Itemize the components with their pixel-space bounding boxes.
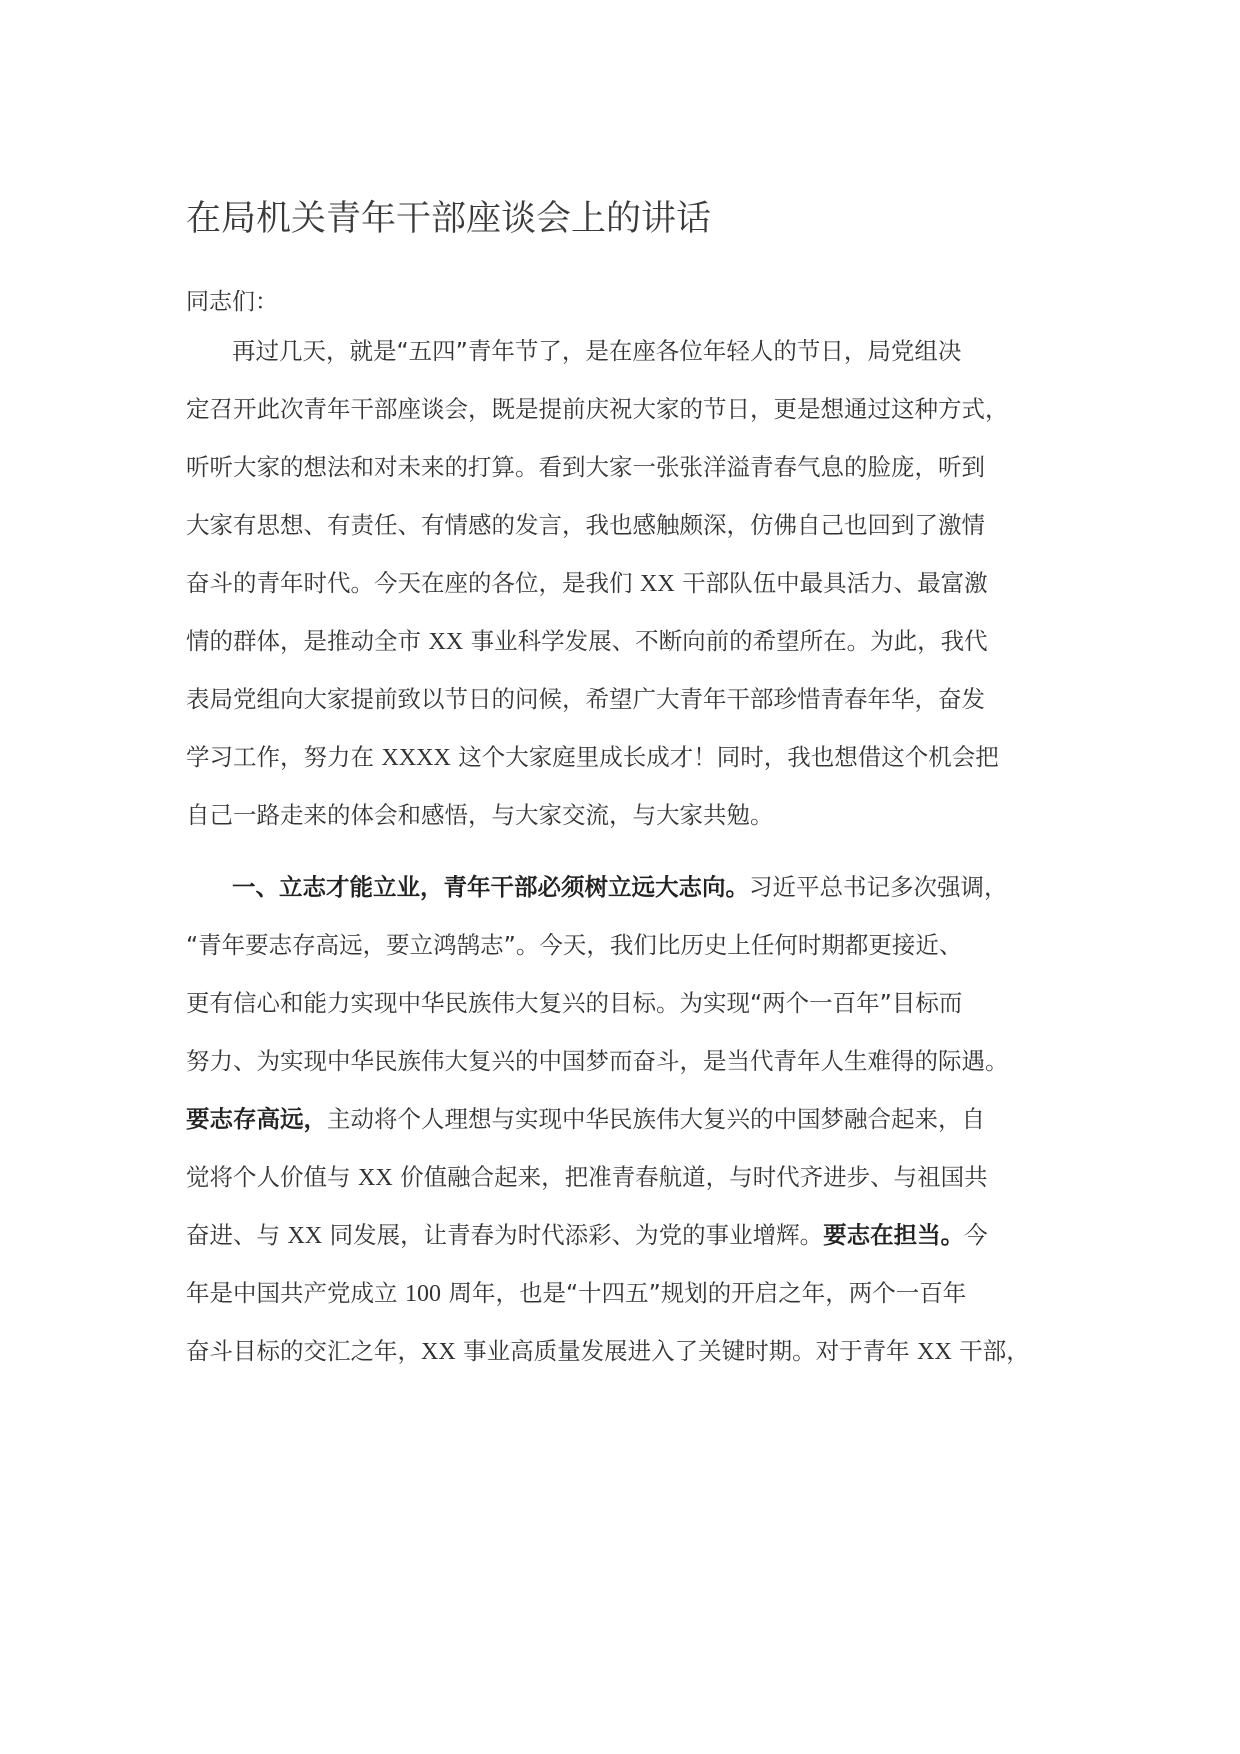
text-line: 大家有思想、有责任、有情感的发言，我也感触颇深，仿佛自己也回到了激情 <box>186 511 985 539</box>
text-segment: 学习工作，努力在 <box>186 743 382 771</box>
text-segment: 奋进、与 <box>186 1221 288 1249</box>
text-line: 努力、为实现中华民族伟大复兴的中国梦而奋斗，是当代青年人生难得的际遇。 <box>186 1047 1009 1075</box>
text-line <box>186 1218 988 1252</box>
text-line: 更有信心和能力实现中华民族伟大复兴的目标。为实现“两个一百年”目标而 <box>186 989 963 1017</box>
text-segment: 这个大家庭里成长成才！同时，我也想借这个机会把 <box>450 743 999 771</box>
section-heading: 一、立志才能立业，青年干部必须树立远大志向。 <box>232 873 749 901</box>
text-segment: 100 <box>404 1281 441 1307</box>
text-segment: 周年，也是“十四五”规划的开启之年，两个一百年 <box>440 1279 967 1307</box>
text-segment: 事业高质量发展进入了关键时期。对于青年 <box>455 1337 918 1365</box>
text-line <box>186 1160 988 1194</box>
text-segment: XXXX <box>381 745 451 771</box>
text-segment: 年是中国共产党成立 <box>186 1279 405 1307</box>
text-segment: XX <box>287 1223 323 1249</box>
text-segment: 价值融合起来，把准青春航道，与时代齐进步、与祖国共 <box>392 1163 988 1191</box>
text-segment: 情的群体，是推动全市 <box>186 627 429 655</box>
text-segment: 干部， <box>951 1337 1030 1365</box>
text-line <box>186 624 988 658</box>
text-line: 定召开此次青年干部座谈会，既是提前庆祝大家的节日，更是想通过这种方式， <box>186 395 1009 423</box>
text-segment: XX <box>639 571 675 597</box>
text-line <box>186 740 999 774</box>
text-segment: 奋斗的青年时代。今天在座的各位，是我们 <box>186 569 640 597</box>
text-line <box>186 1102 985 1136</box>
text-segment: XX <box>357 1165 393 1191</box>
text-line: “青年要志存高远，要立鸿鹄志”。今天，我们比历史上任何时期都更接近、 <box>186 931 963 959</box>
emphasis-text: 要志在担当。 <box>823 1221 965 1249</box>
text-segment: 主动将个人理想与实现中华民族伟大复兴的中国梦融合起来，自 <box>327 1105 985 1133</box>
emphasis-text: 要志存高远， <box>186 1105 327 1133</box>
text-line: 听听大家的想法和对未来的打算。看到大家一张张洋溢青春气息的脸庞，听到 <box>186 453 985 481</box>
text-segment: 干部队伍中最具活力、最富激 <box>674 569 988 597</box>
greeting: 同志们： <box>186 289 278 315</box>
text-segment: XX <box>917 1339 952 1365</box>
text-line <box>186 1334 1030 1368</box>
text-segment: 事业科学发展、不断向前的希望所在。为此，我代 <box>463 627 988 655</box>
text-line: 自己一路走来的体会和感悟，与大家交流，与大家共勉。 <box>186 801 774 829</box>
text-line: 表局党组向大家提前致以节日的问候，希望广大青年干部珍惜青春年华，奋发 <box>186 685 985 713</box>
text-segment: XX <box>421 1339 456 1365</box>
text-line: 再过几天，就是“五四”青年节了，是在座各位年轻人的节日，局党组决 <box>232 337 962 365</box>
text-segment: 习近平总书记多次强调， <box>749 873 1008 901</box>
text-line <box>186 566 988 600</box>
text-segment: 觉将个人价值与 <box>186 1163 358 1191</box>
text-segment: XX <box>428 629 464 655</box>
text-line <box>232 870 1008 904</box>
text-segment: 同发展，让青春为时代添彩、为党的事业增辉。 <box>322 1221 824 1249</box>
text-line <box>186 1276 966 1310</box>
text-segment: 今 <box>964 1221 988 1249</box>
page-title: 在局机关青年干部座谈会上的讲话 <box>186 199 712 239</box>
text-segment: 奋斗目标的交汇之年， <box>186 1337 421 1365</box>
